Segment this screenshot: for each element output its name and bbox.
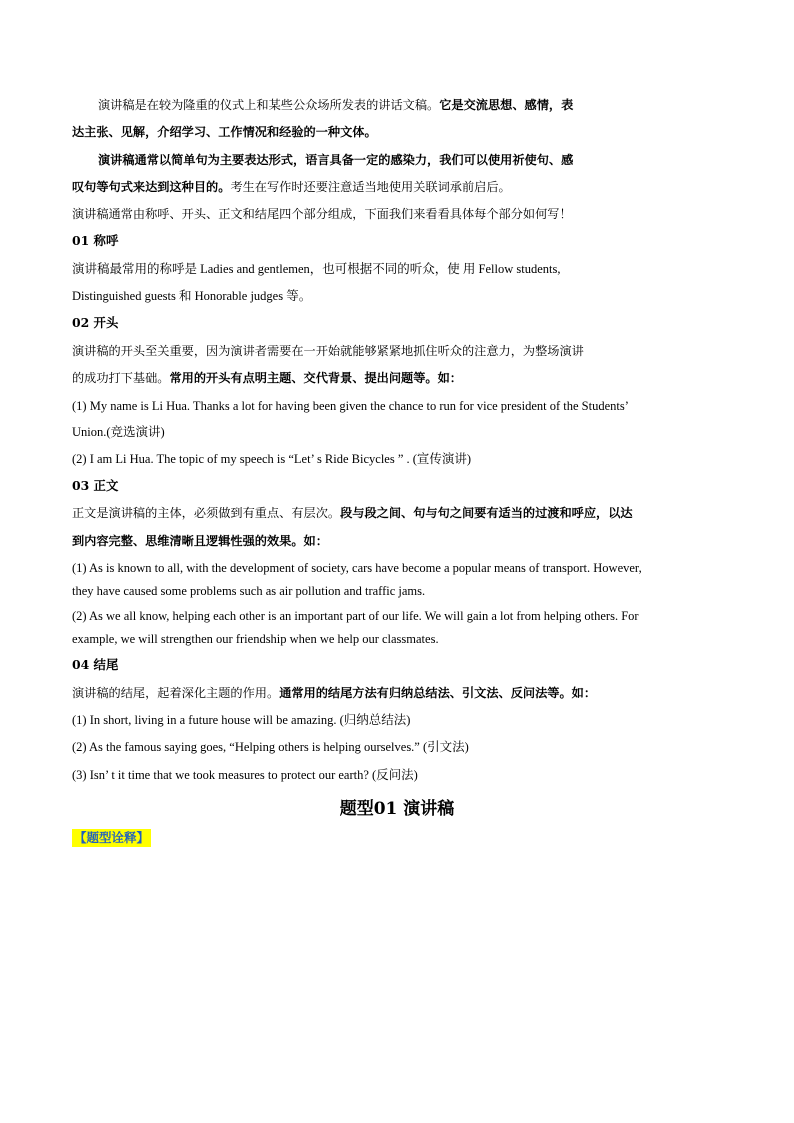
section-4-bold: 通常用的结尾方法有归纳总结法、引文法、反问法等。如：: [279, 686, 597, 700]
section-1-line-1: 演讲稿最常用的称呼是 Ladies and gentlemen，也可根据不同的听众，使 用 Fellow students,: [72, 262, 561, 276]
section-2-example-1-line-1: (1) My name is Li Hua. Thanks a lot for having been given the chance to run for vice president of the Students’: [72, 399, 629, 413]
intro-p2-bold: 叹句等句式来达到这种目的。: [72, 180, 231, 194]
intro-p2-plain: 考生在写作时还要注意适当地使用关联词承前启后。: [230, 180, 511, 194]
section-3-plain: 正文是演讲稿的主体，必须做到有重点、有层次。: [72, 506, 341, 520]
section-2-heading: 02 开头: [72, 315, 119, 330]
intro-p1-plain: 演讲稿是在较为隆重的仪式上和某些公众场所发表的讲话文稿。: [98, 98, 440, 112]
intro-paragraph-2-line-2: [72, 179, 511, 195]
section-3-example-1-line-1: (1) As is known to all, with the development of society, cars have become a popular means of transport. However,: [72, 561, 642, 575]
section-2-example-1-line-2: Union.(竞选演讲): [72, 425, 165, 439]
section-4-example-2: (2) As the famous saying goes, “Helping others is helping ourselves.” (引文法): [72, 740, 469, 754]
intro-paragraph-1-line-1: [98, 97, 573, 113]
section-4-heading: 04 结尾: [72, 657, 119, 672]
section-3-example-1-line-2: they have caused some problems such as air pollution and traffic jams.: [72, 584, 426, 598]
intro-paragraph-1-line-2: 达主张、见解，介绍学习、工作情况和经验的一种文体。: [72, 125, 377, 139]
section-4-line-1: [72, 685, 596, 701]
section-tag-badge: 【题型诠释】: [74, 830, 150, 845]
page-title: 题型01 演讲稿: [339, 799, 455, 819]
section-3-line-1: [72, 505, 633, 521]
section-1-heading: 01 称呼: [72, 233, 119, 248]
section-2-plain: 的成功打下基础。: [72, 371, 170, 385]
section-2-line-2: [72, 370, 462, 386]
intro-p1-bold: 它是交流思想、感情，表: [439, 98, 574, 112]
section-3-bold: 段与段之间、句与句之间要有适当的过渡和呼应，以达: [340, 506, 633, 520]
intro-paragraph-2-line-1: 演讲稿通常以简单句为主要表达形式，语言具备一定的感染力，我们可以使用祈使句、感: [98, 153, 574, 167]
section-1-line-2: Distinguished guests 和 Honorable judges 等。: [72, 289, 312, 303]
section-3-line-2: 到内容完整、思维清晰且逻辑性强的效果。如：: [72, 534, 328, 548]
section-2-bold: 常用的开头有点明主题、交代背景、提出问题等。如：: [169, 371, 462, 385]
section-4-plain: 演讲稿的结尾，起着深化主题的作用。: [72, 686, 280, 700]
section-2-example-2: (2) I am Li Hua. The topic of my speech is “Let’ s Ride Bicycles ” . (宣传演讲): [72, 452, 472, 466]
section-4-example-3: (3) Isn’ t it time that we took measures to protect our earth? (反问法): [72, 768, 418, 782]
section-3-heading: 03 正文: [72, 478, 119, 493]
section-3-example-2-line-1: (2) As we all know, helping each other is an important part of our life. We will gain a lot from helping others. For: [72, 609, 639, 623]
section-4-example-1: (1) In short, living in a future house will be amazing. (归纳总结法): [72, 713, 411, 727]
section-2-line-1: 演讲稿的开头至关重要，因为演讲者需要在一开始就能够紧紧地抓住听众的注意力，为整场演讲: [72, 344, 584, 358]
intro-paragraph-3: 演讲稿通常由称呼、开头、正文和结尾四个部分组成，下面我们来看看具体每个部分如何写！: [72, 207, 572, 221]
section-3-example-2-line-2: example, we will strengthen our friendship when we help our classmates.: [72, 632, 439, 646]
